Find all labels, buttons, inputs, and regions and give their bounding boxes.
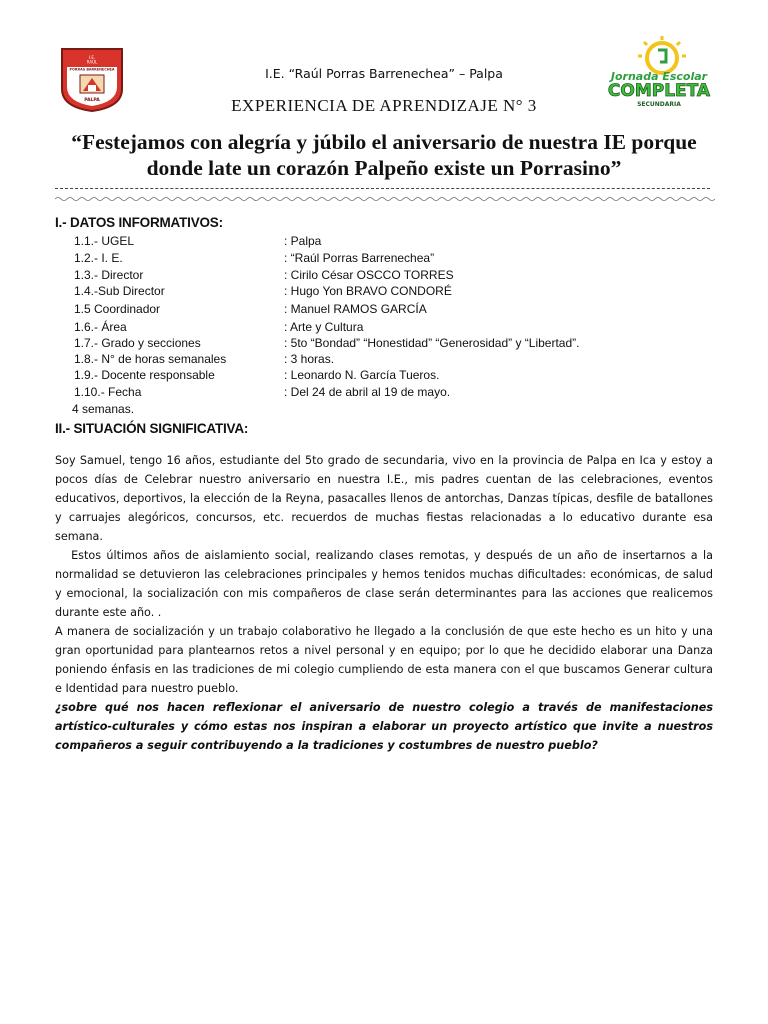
info-row-ie xyxy=(74,251,434,265)
info-label: 1.7.- Grado y secciones xyxy=(74,336,201,350)
crest-name-line1: RAÚL xyxy=(86,59,98,65)
info-label: 1.10.- Fecha xyxy=(74,385,142,399)
info-label: 1.6.- Área xyxy=(74,320,127,334)
info-row-area xyxy=(74,320,363,334)
jec-line3: SECUNDARIA xyxy=(637,101,681,108)
paragraph-1: Soy Samuel, tengo 16 años, estudiante del 5to grado de secundaria, vivo en la provincia de Palpa en Ica y estoy a pocos días de Celebrar nuestro aniversario en nuestra I.E., mis padres cuentan de las celebraciones, eventos educativos, deportivos, la elección de la Reyna, pasacalles llenos de antorchas, Danzas típicas, desfile de batallones y carruajes alegóricos, concursos, etc. recuerdos de muchas fiestas relacionadas a lo educativo durante esa semana. xyxy=(55,454,713,543)
info-row-director xyxy=(74,268,454,282)
info-row-docente xyxy=(74,368,439,382)
info-label: 1.8.- N° de horas semanales xyxy=(74,352,227,366)
duration-note: 4 semanas. xyxy=(72,402,135,416)
info-value: : Arte y Cultura xyxy=(284,320,364,334)
info-row-grado xyxy=(74,336,579,350)
info-label: 1.3.- Director xyxy=(74,268,144,282)
info-row-coordinador xyxy=(74,302,427,316)
info-label: 1.9.- Docente responsable xyxy=(74,368,215,382)
info-row-subdirector xyxy=(74,284,452,298)
info-value: : 3 horas. xyxy=(284,352,335,366)
info-value: : Manuel RAMOS GARCÍA xyxy=(284,302,427,316)
jec-line1: Jornada Escolar xyxy=(610,70,708,83)
divider-wave xyxy=(55,195,715,203)
info-value: : “Raúl Porras Barrenechea” xyxy=(284,251,435,265)
crest-top-text: I.E. xyxy=(88,55,96,60)
info-value: : Cirilo César OSCCO TORRES xyxy=(284,268,454,282)
info-value: : Hugo Yon BRAVO CONDORÉ xyxy=(284,284,452,298)
info-value: : Leonardo N. García Tueros. xyxy=(284,368,440,382)
info-label: 1.2.- I. E. xyxy=(74,251,123,265)
crest-name-line2: PORRAS BARRENECHEA xyxy=(69,67,115,72)
info-label: 1.1.- UGEL xyxy=(74,234,135,248)
section2-heading: II.- SITUACIÓN SIGNIFICATIVA: xyxy=(55,421,249,436)
situation-text xyxy=(55,451,717,755)
jec-line2: COMPLETA xyxy=(607,81,711,101)
info-value: : 5to “Bondad” “Honestidad” “Generosidad” y “Libertad”. xyxy=(284,336,580,350)
info-value: : Palpa xyxy=(284,234,322,248)
main-title: “Festejamos con alegría y júbilo el aniversario de nuestra IE porque donde late un corazón Palpeño existe un Porrasino” xyxy=(71,130,697,180)
paragraph-3: A manera de socialización y un trabajo colaborativo he llegado a la conclusión de que este hecho es un hito y una gran oportunidad para plantearnos retos a nivel personal y en equipo; por lo que he decidido elaborar una Danza poniendo énfasis en las tradiciones de mi colegio cumpliendo de esta manera con el que buscamos Generar cultura e Identidad para nuestro pueblo. xyxy=(55,625,713,695)
info-row-horas xyxy=(74,352,334,366)
reflection-question: ¿sobre qué nos hacen reflexionar el aniversario de nuestro colegio a través de manifestaciones artístico-culturales y cómo estas nos inspiran a elaborar un proyecto artístico que invite a nuestros compañeros a seguir contribuyendo a la tradiciones y costumbres de nuestro pueblo? xyxy=(55,701,713,752)
info-row-ugel xyxy=(74,234,321,248)
school-name-line: I.E. “Raúl Porras Barrenechea” – Palpa xyxy=(265,66,503,81)
section1-heading: I.- DATOS INFORMATIVOS: xyxy=(55,215,223,230)
paragraph-2: Estos últimos años de aislamiento social, realizando clases remotas, y después de un año de insertarnos a la normalidad se detuvieron las celebraciones principales y hemos tenidos muchas dificultades: económicas, de salud y emocional, la socialización con mis compañeros de clase serán determinantes para las acciones que realicemos durante este año. . xyxy=(55,549,717,619)
info-row-fecha xyxy=(74,385,450,399)
info-label: 1.4.-Sub Director xyxy=(74,284,165,298)
crest-bottom-text: PALPA xyxy=(84,98,100,103)
divider-dashed xyxy=(55,188,710,189)
info-value: : Del 24 de abril al 19 de mayo. xyxy=(284,385,451,399)
info-label: 1.5 Coordinador xyxy=(74,302,161,316)
experience-title: EXPERIENCIA DE APRENDIZAJE N° 3 xyxy=(231,96,537,115)
